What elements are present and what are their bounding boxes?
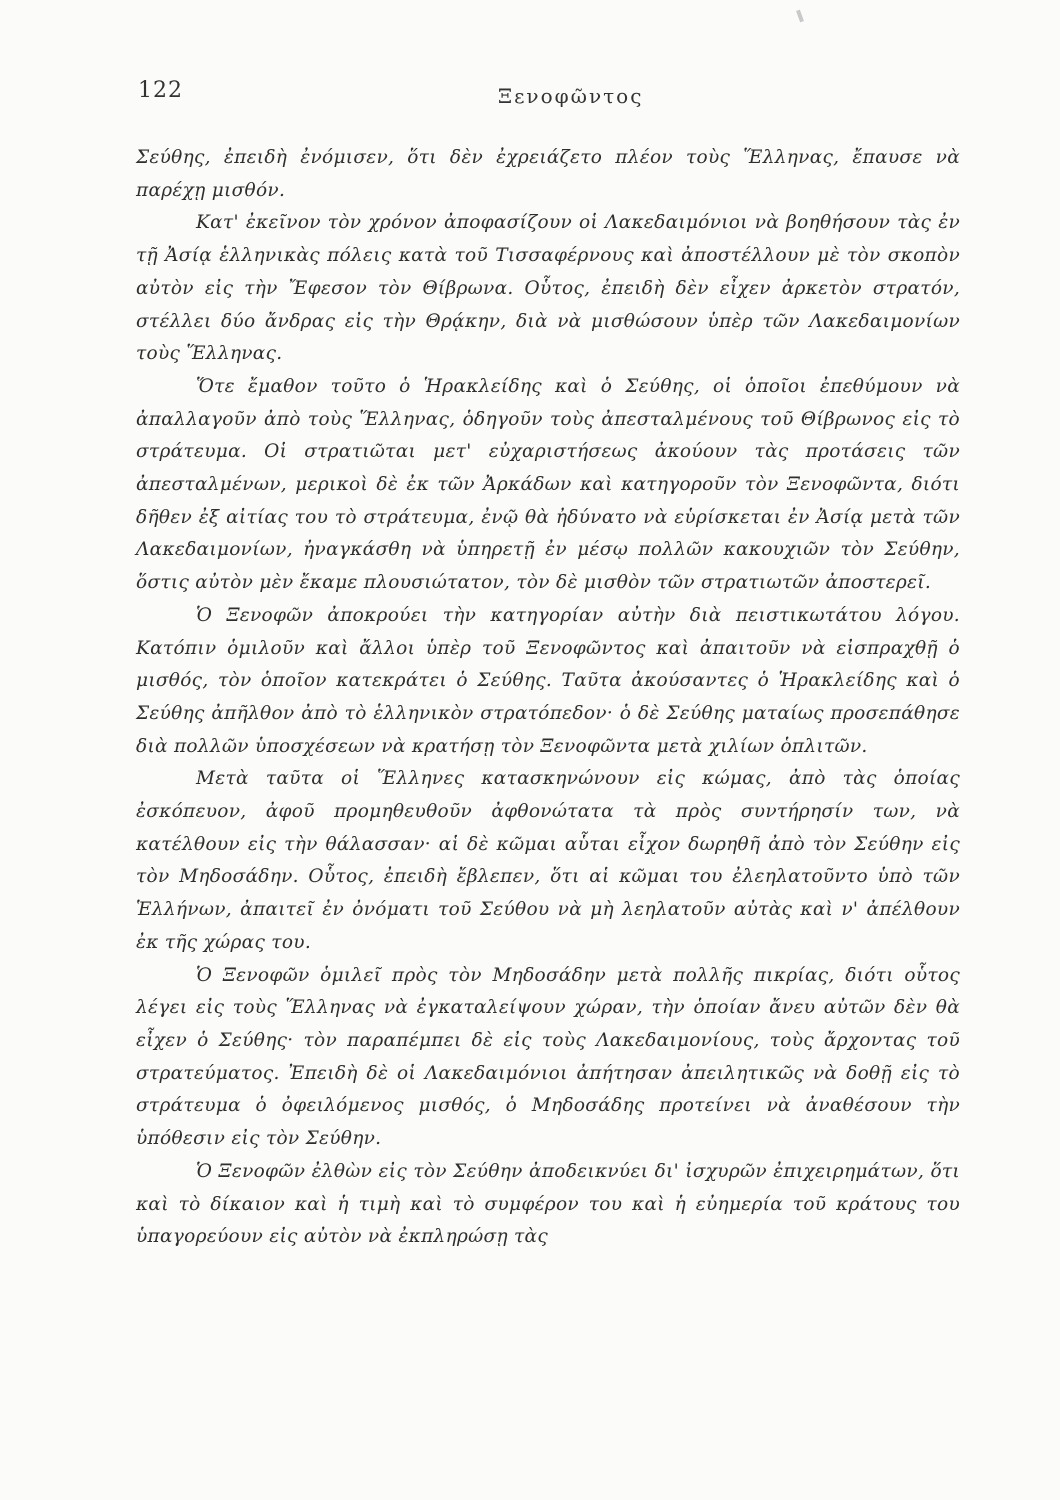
page-header [138, 78, 958, 118]
paragraph: Ὅτε ἔμαθον τοῦτο ὁ Ἡρακλείδης καὶ ὁ Σεύθης, οἱ ὁποῖοι ἐπεθύμουν νὰ ἀπαλλαγοῦν ἀπὸ τοὺς Ἕλληνας, ὁδηγοῦν τοὺς ἀπεσταλμένους τοῦ Θίβρωνος εἰς τὸ στράτευμα. Οἱ στρατιῶται μετ' εὐχαριστήσεως ἀκούουν τὰς προτάσεις τῶν ἀπεσταλμένων, μερικοὶ δὲ ἐκ τῶν Ἀρκάδων καὶ κατηγοροῦν τὸν Ξενοφῶντα, διότι δῆθεν ἐξ αἰτίας του τὸ στράτευμα, ἐνῷ θὰ ἠδύνατο νὰ εὑρίσκεται ἐν Ἀσίᾳ μετὰ τῶν Λακεδαιμονίων, ἠναγκάσθη νὰ ὑπηρετῇ ἐν μέσῳ πολλῶν κακουχιῶν τὸν Σεύθην, ὅστις αὐτὸν μὲν ἔκαμε πλουσιώτατον, τὸν δὲ μισθὸν τῶν στρατιωτῶν ἀποστερεῖ. [136, 375, 960, 594]
body-text [136, 142, 960, 1254]
paragraph: Μετὰ ταῦτα οἱ Ἕλληνες κατασκηνώνουν εἰς κώμας, ἀπὸ τὰς ὁποίας ἐσκόπευον, ἀφοῦ προμηθευθοῦν ἀφθονώτατα τὰ πρὸς συντήρησίν των, νὰ κατέλθουν εἰς τὴν θάλασσαν· αἱ δὲ κῶμαι αὗται εἶχον δωρηθῆ ἀπὸ τὸν Σεύθην εἰς τὸν Μηδοσάδην. Οὗτος, ἐπειδὴ ἔβλεπεν, ὅτι αἱ κῶμαι του ἐλεηλατοῦντο ὑπὸ τῶν Ἑλλήνων, ἀπαιτεῖ ἐν ὀνόματι τοῦ Σεύθου νὰ μὴ λεηλατοῦν αὐτὰς καὶ ν' ἀπέλθουν ἐκ τῆς χώρας του. [136, 768, 960, 953]
paragraph: Ὁ Ξενοφῶν ἀποκρούει τὴν κατηγορίαν αὐτὴν διὰ πειστικωτάτου λόγου. Κατόπιν ὁμιλοῦν καὶ ἄλλοι ὑπὲρ τοῦ Ξενοφῶντος καὶ ἀπαιτοῦν νὰ εἰσπραχθῇ ὁ μισθός, τὸν ὁποῖον κατεκράτει ὁ Σεύθης. Ταῦτα ἀκούσαντες ὁ Ἡρακλείδης καὶ ὁ Σεύθης ἀπῆλθον ἀπὸ τὸ ἑλληνικὸν στρατόπεδον· ὁ δὲ Σεύθης ματαίως προσεπάθησε διὰ πολλῶν ὑποσχέσεων νὰ κρατήσῃ τὸν Ξενοφῶντα μετὰ χιλίων ὁπλιτῶν. [136, 604, 960, 757]
paragraph: Ὁ Ξενοφῶν ἐλθὼν εἰς τὸν Σεύθην ἀποδεικνύει δι' ἰσχυρῶν ἐπιχειρημάτων, ὅτι καὶ τὸ δίκαιον καὶ ἡ τιμὴ καὶ τὸ συμφέρον του καὶ ἡ εὐημερία τοῦ κράτους του ὑπαγορεύουν εἰς αὐτὸν νὰ ἐκπληρώσῃ τὰς [136, 1160, 960, 1248]
paragraph: Κατ' ἐκεῖνον τὸν χρόνον ἀποφασίζουν οἱ Λακεδαιμόνιοι νὰ βοηθήσουν τὰς ἐν τῇ Ἀσίᾳ ἑλληνικὰς πόλεις κατὰ τοῦ Τισσαφέρνους καὶ ἀποστέλλουν μὲ τὸν σκοπὸν αὐτὸν εἰς τὴν Ἔφεσον τὸν Θίβρωνα. Οὗτος, ἐπειδὴ δὲν εἶχεν ἀρκετὸν στρατόν, στέλλει δύο ἄνδρας εἰς τὴν Θρᾴκην, διὰ νὰ μισθώσουν ὑπὲρ τῶν Λακεδαιμονίων τοὺς Ἕλληνας. [136, 212, 960, 365]
page-number: 122 [138, 78, 183, 103]
paragraph: Σεύθης, ἐπειδὴ ἐνόμισεν, ὅτι δὲν ἐχρειάζετο πλέον τοὺς Ἕλληνας, ἔπαυσε νὰ παρέχῃ μισθόν. [136, 147, 960, 201]
running-title: Ξενοφῶντος [498, 84, 644, 108]
paragraph: Ὁ Ξενοφῶν ὁμιλεῖ πρὸς τὸν Μηδοσάδην μετὰ πολλῆς πικρίας, διότι οὗτος λέγει εἰς τοὺς Ἕλληνας νὰ ἐγκαταλείψουν χώραν, τὴν ὁποίαν ἄνευ αὐτῶν δὲν θὰ εἶχεν ὁ Σεύθης· τὸν παραπέμπει δὲ εἰς τοὺς Λακεδαιμονίους, τοὺς ἄρχοντας τοῦ στρατεύματος. Ἐπειδὴ δὲ οἱ Λακεδαιμόνιοι ἀπήτησαν ἀπειλητικῶς νὰ δοθῇ εἰς τὸ στράτευμα ὁ ὀφειλόμενος μισθός, ὁ Μηδοσάδης προτείνει νὰ ἀναθέσουν τὴν ὑπόθεσιν εἰς τὸν Σεύθην. [136, 964, 960, 1150]
scan-speck [796, 10, 804, 23]
